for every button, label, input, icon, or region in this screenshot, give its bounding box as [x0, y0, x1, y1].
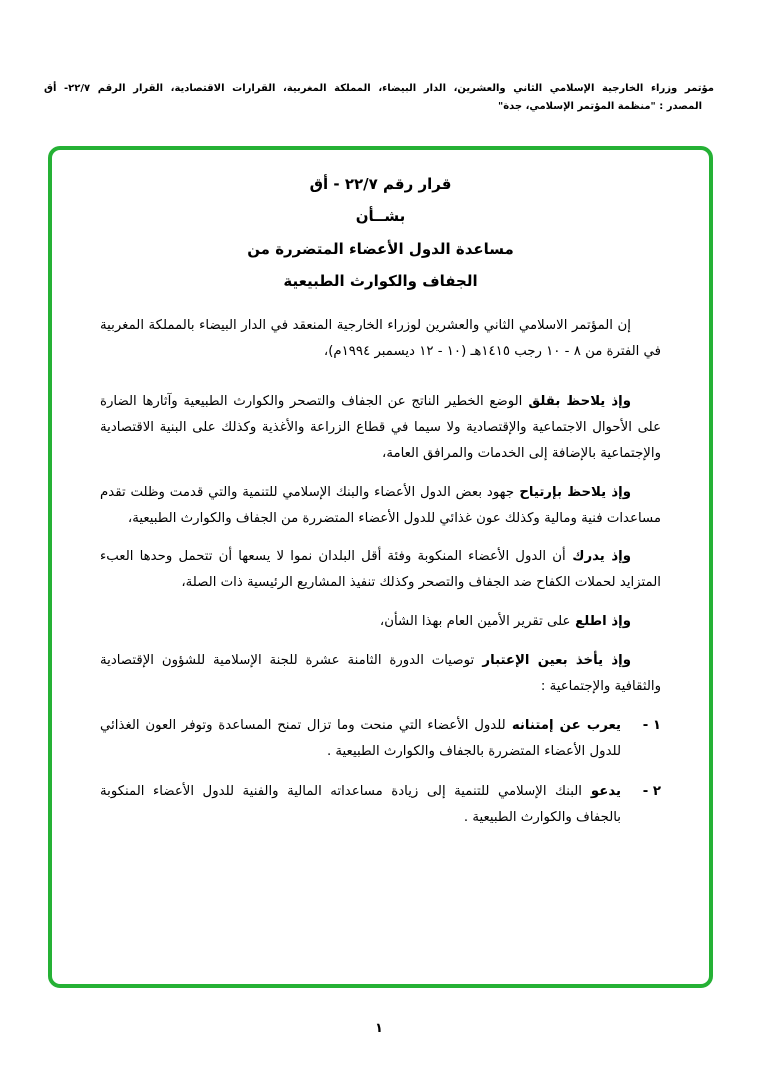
item-text: البنك الإسلامي للتنمية إلى زيادة مساعداته المالية والفنية للدول الأعضاء المنكوبة بالجفاف والكوارث الطبيعية .	[100, 783, 621, 825]
clause-text: أن الدول الأعضاء المنكوبة وفئة أقل البلدان نموا لا يسعها أن تتحمل وحدها العبء المتزايد لحملات الكفاح ضد الجفاف والتصحر وكذلك تنفيذ المشاريع الرئيسية ذات الصلة،	[100, 549, 661, 591]
clause-text: الوضع الخطير الناتج عن الجفاف والتصحر والكوارث الطبيعية وآثارها الضارة على الأحوال الاجتماعية والإقتصادية ولا سيما في قطاع الزراعة والأغذية وكذلك على البنية الاقتصادية والإجتماعية بالإضافة إلى الخدمات والمرافق العامة،	[100, 393, 661, 461]
clause-text: جهود بعض الدول الأعضاء والبنك الإسلامي للتنمية والتي قدمت وظلت تقدم مساعدات فنية ومالية وكذلك عون غذائي للدول الأعضاء المتضررة من الجفاف والكوارث الطبيعية،	[100, 484, 661, 526]
item-lead: يدعو	[590, 783, 621, 799]
resolution-body	[100, 313, 661, 831]
clause-lead: وإذ يلاحظ بإرتياح	[519, 484, 632, 500]
resolution-number-title: قرار رقم ٢٢/٧ - أق	[309, 175, 452, 193]
clause-paragraph	[100, 389, 661, 467]
clause-paragraph	[100, 648, 661, 700]
clause-lead: وإذ يلاحظ بقلق	[528, 393, 631, 409]
operative-items	[100, 713, 661, 831]
resolution-subject-title-line1: مساعدة الدول الأعضاء المتضررة من	[247, 239, 514, 258]
resolution-box	[48, 146, 713, 988]
clause-text: توصيات الدورة الثامنة عشرة للجنة الإسلامية للشؤون الإقتصادية والثقافية والإجتماعية :	[100, 653, 661, 695]
resolution-title-block	[100, 168, 661, 297]
page-number: ١	[375, 1021, 383, 1036]
resolution-regarding-title: بشــأن	[355, 207, 406, 226]
operative-item	[100, 779, 661, 831]
item-body	[100, 779, 621, 831]
resolution-subject-title-line2: الجفاف والكوارث الطبيعية	[283, 271, 478, 290]
source-citation-line: مؤتمر وزراء الخارجية الإسلامي الثاني والعشرين، الدار البيضاء، المملكة المغربية، القرارات الاقتصادية، القرار الرقم ٢٢/٧- أق	[44, 83, 715, 94]
clause-lead: وإذ يأخذ بعين الإعتبار	[482, 653, 631, 669]
item-body	[100, 713, 621, 765]
clause-paragraph	[100, 480, 661, 532]
clause-lead: وإذ يدرك	[572, 549, 631, 565]
clause-paragraph	[100, 544, 661, 596]
operative-item	[100, 713, 661, 765]
source-publisher-line: المصدر : "منظمة المؤتمر الإسلامي، جدة"	[497, 101, 702, 112]
item-text: للدول الأعضاء التي منحت وما تزال تمنح المساعدة وتوفر العون الغذائي للدول الأعضاء المتضررة بالجفاف والكوارث الطبيعية .	[100, 718, 621, 759]
item-number: ١ -	[642, 718, 661, 734]
clause-text: على تقرير الأمين العام بهذا الشأن،	[379, 614, 571, 630]
preamble-paragraph: إن المؤتمر الاسلامي الثاني والعشرين لوزراء الخارجية المنعقد في الدار البيضاء بالمملكة المغربية في الفترة من ٨ - ١٠ رجب ١٤١٥هـ (١٠ - ١٢ ديسمبر ١٩٩٤م)،	[100, 318, 661, 359]
source-header	[44, 80, 714, 116]
clause-lead: وإذ اطلع	[575, 614, 631, 630]
clause-paragraph	[100, 609, 661, 635]
item-lead: يعرب عن إمتنانه	[511, 718, 621, 734]
item-number: ٢ -	[642, 783, 661, 799]
